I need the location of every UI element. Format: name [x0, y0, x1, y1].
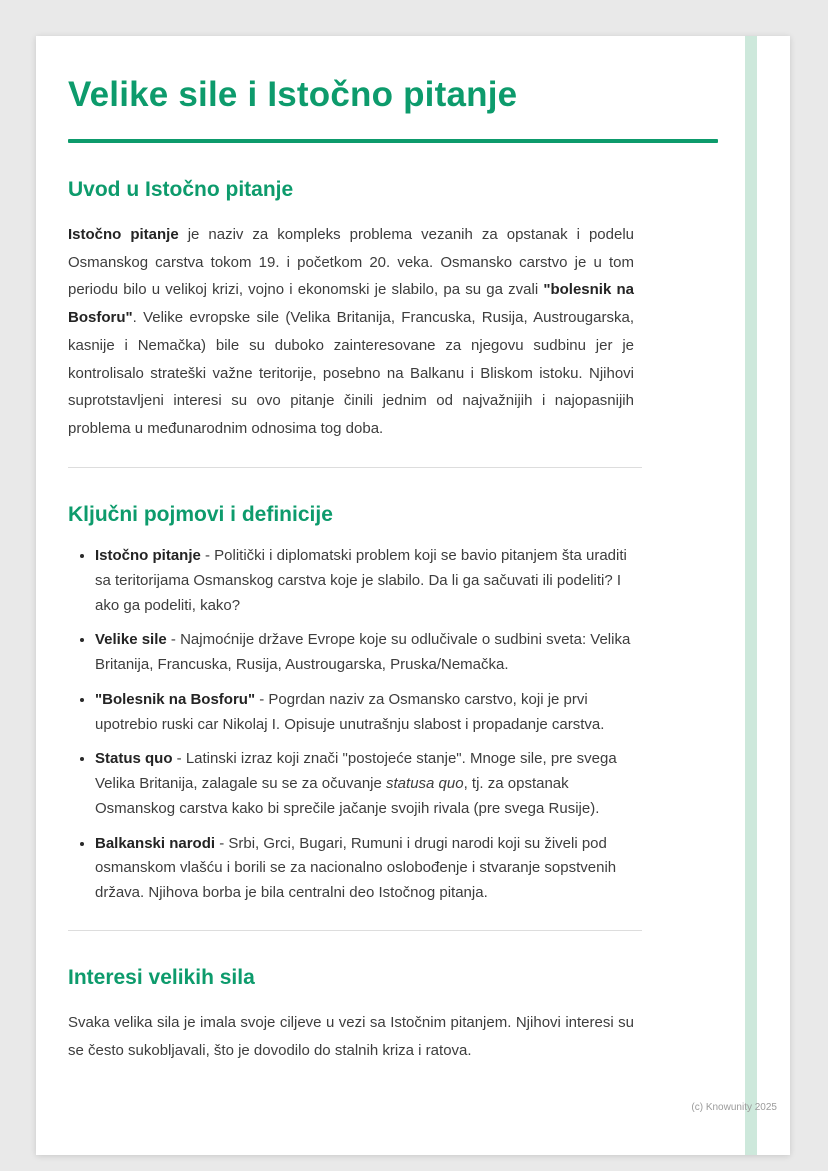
document-page — [36, 36, 790, 1155]
section-heading-uvod: Uvod u Istočno pitanje — [68, 177, 294, 201]
italic-phrase: statusa quo — [386, 775, 464, 792]
terms-list — [68, 544, 646, 906]
text-segment: - Pogrdan naziv za Osmansko carstvo, koji je prvi upotrebio ruski car Nikolaj I. Opisuje unutrašnju slabost i propadanje carstva. — [95, 690, 605, 733]
term-item — [95, 628, 646, 678]
copyright-note: (c) Knowunity 2025 — [691, 1102, 777, 1113]
term-item — [95, 832, 646, 906]
term-item — [95, 688, 646, 738]
bold-term: "bolesnik na Bosforu" — [68, 281, 634, 326]
page-title: Velike sile i Istočno pitanje — [68, 75, 518, 114]
term-item — [95, 747, 646, 821]
page-content — [36, 36, 790, 1065]
text-segment: , tj. za opstanak Osmanskog carstva kako bi sprečile jačanje svojih rivala (pre svega Rusije). — [95, 775, 600, 817]
section-interests — [68, 965, 790, 1065]
section-divider — [68, 467, 642, 468]
term-label: Balkanski narodi — [95, 834, 216, 852]
term-label: Status quo — [95, 750, 173, 768]
section-heading-interesi: Interesi velikih sila — [68, 965, 255, 989]
interests-paragraph: Svaka velika sila je imala svoje ciljeve u vezi sa Istočnim pitanjem. Njihovi interesi su se često sukobljavali, što je dovodilo do stalnih kriza i ratova. — [68, 1014, 634, 1059]
text-segment: . Velike evropske sile (Velika Britanija, Francuska, Rusija, Austrougarska, kasnije i Nemačka) bile su duboko zainteresovane za njegovu sudbinu jer je kontrolisalo strateški važne teritorije, posebno na Balkanu i Bliskom istoku. Njihovi suprotstavljeni interesi su ovo pitanje činili jednim od najvažnijih i najopasnijih problema u međunarodnim odnosima tog doba. — [68, 309, 634, 437]
intro-paragraph — [68, 221, 634, 443]
bold-term: Istočno pitanje — [68, 225, 179, 243]
term-label: Velike sile — [95, 631, 167, 649]
text-segment: - Srbi, Grci, Bugari, Rumuni i drugi narodi koji su živeli pod osmanskom vlašću i borili se za nacionalno oslobođenje i stvaranje sopstvenih država. Njihova borba je bila centralni deo Istočnog pitanja. — [95, 834, 617, 901]
text-segment: - Latinski izraz koji znači "postojeće stanje". Mnoge sile, pre svega Velika Britanija, zalagale su se za očuvanje — [95, 750, 617, 792]
term-label: Istočno pitanje — [95, 547, 201, 564]
section-terms — [68, 502, 790, 906]
section-intro — [68, 177, 790, 443]
title-rule — [68, 139, 718, 143]
term-label: "Bolesnik na Bosforu" — [95, 690, 256, 708]
term-item — [95, 544, 646, 618]
section-heading-pojmovi: Ključni pojmovi i definicije — [68, 502, 333, 526]
text-segment: - Politički i diplomatski problem koji se bavio pitanjem šta uraditi sa teritorijama Osmanskog carstva koje je slabilo. Da li ga sačuvati ili podeliti? I ako ga podeliti, kako? — [95, 547, 627, 614]
section-divider — [68, 930, 642, 931]
text-segment: - Najmoćnije države Evrope koje su odlučivale o sudbini sveta: Velika Britanija, Francuska, Rusija, Austrougarska, Pruska/Nemačka. — [95, 631, 631, 673]
text-segment: je naziv za kompleks problema vezanih za opstanak i podelu Osmanskog carstva tokom 19. i početkom 20. veka. Osmansko carstvo je u tom periodu bilo u velikoj krizi, vojno i ekonomski je slabilo, pa su ga zvali — [68, 225, 634, 299]
